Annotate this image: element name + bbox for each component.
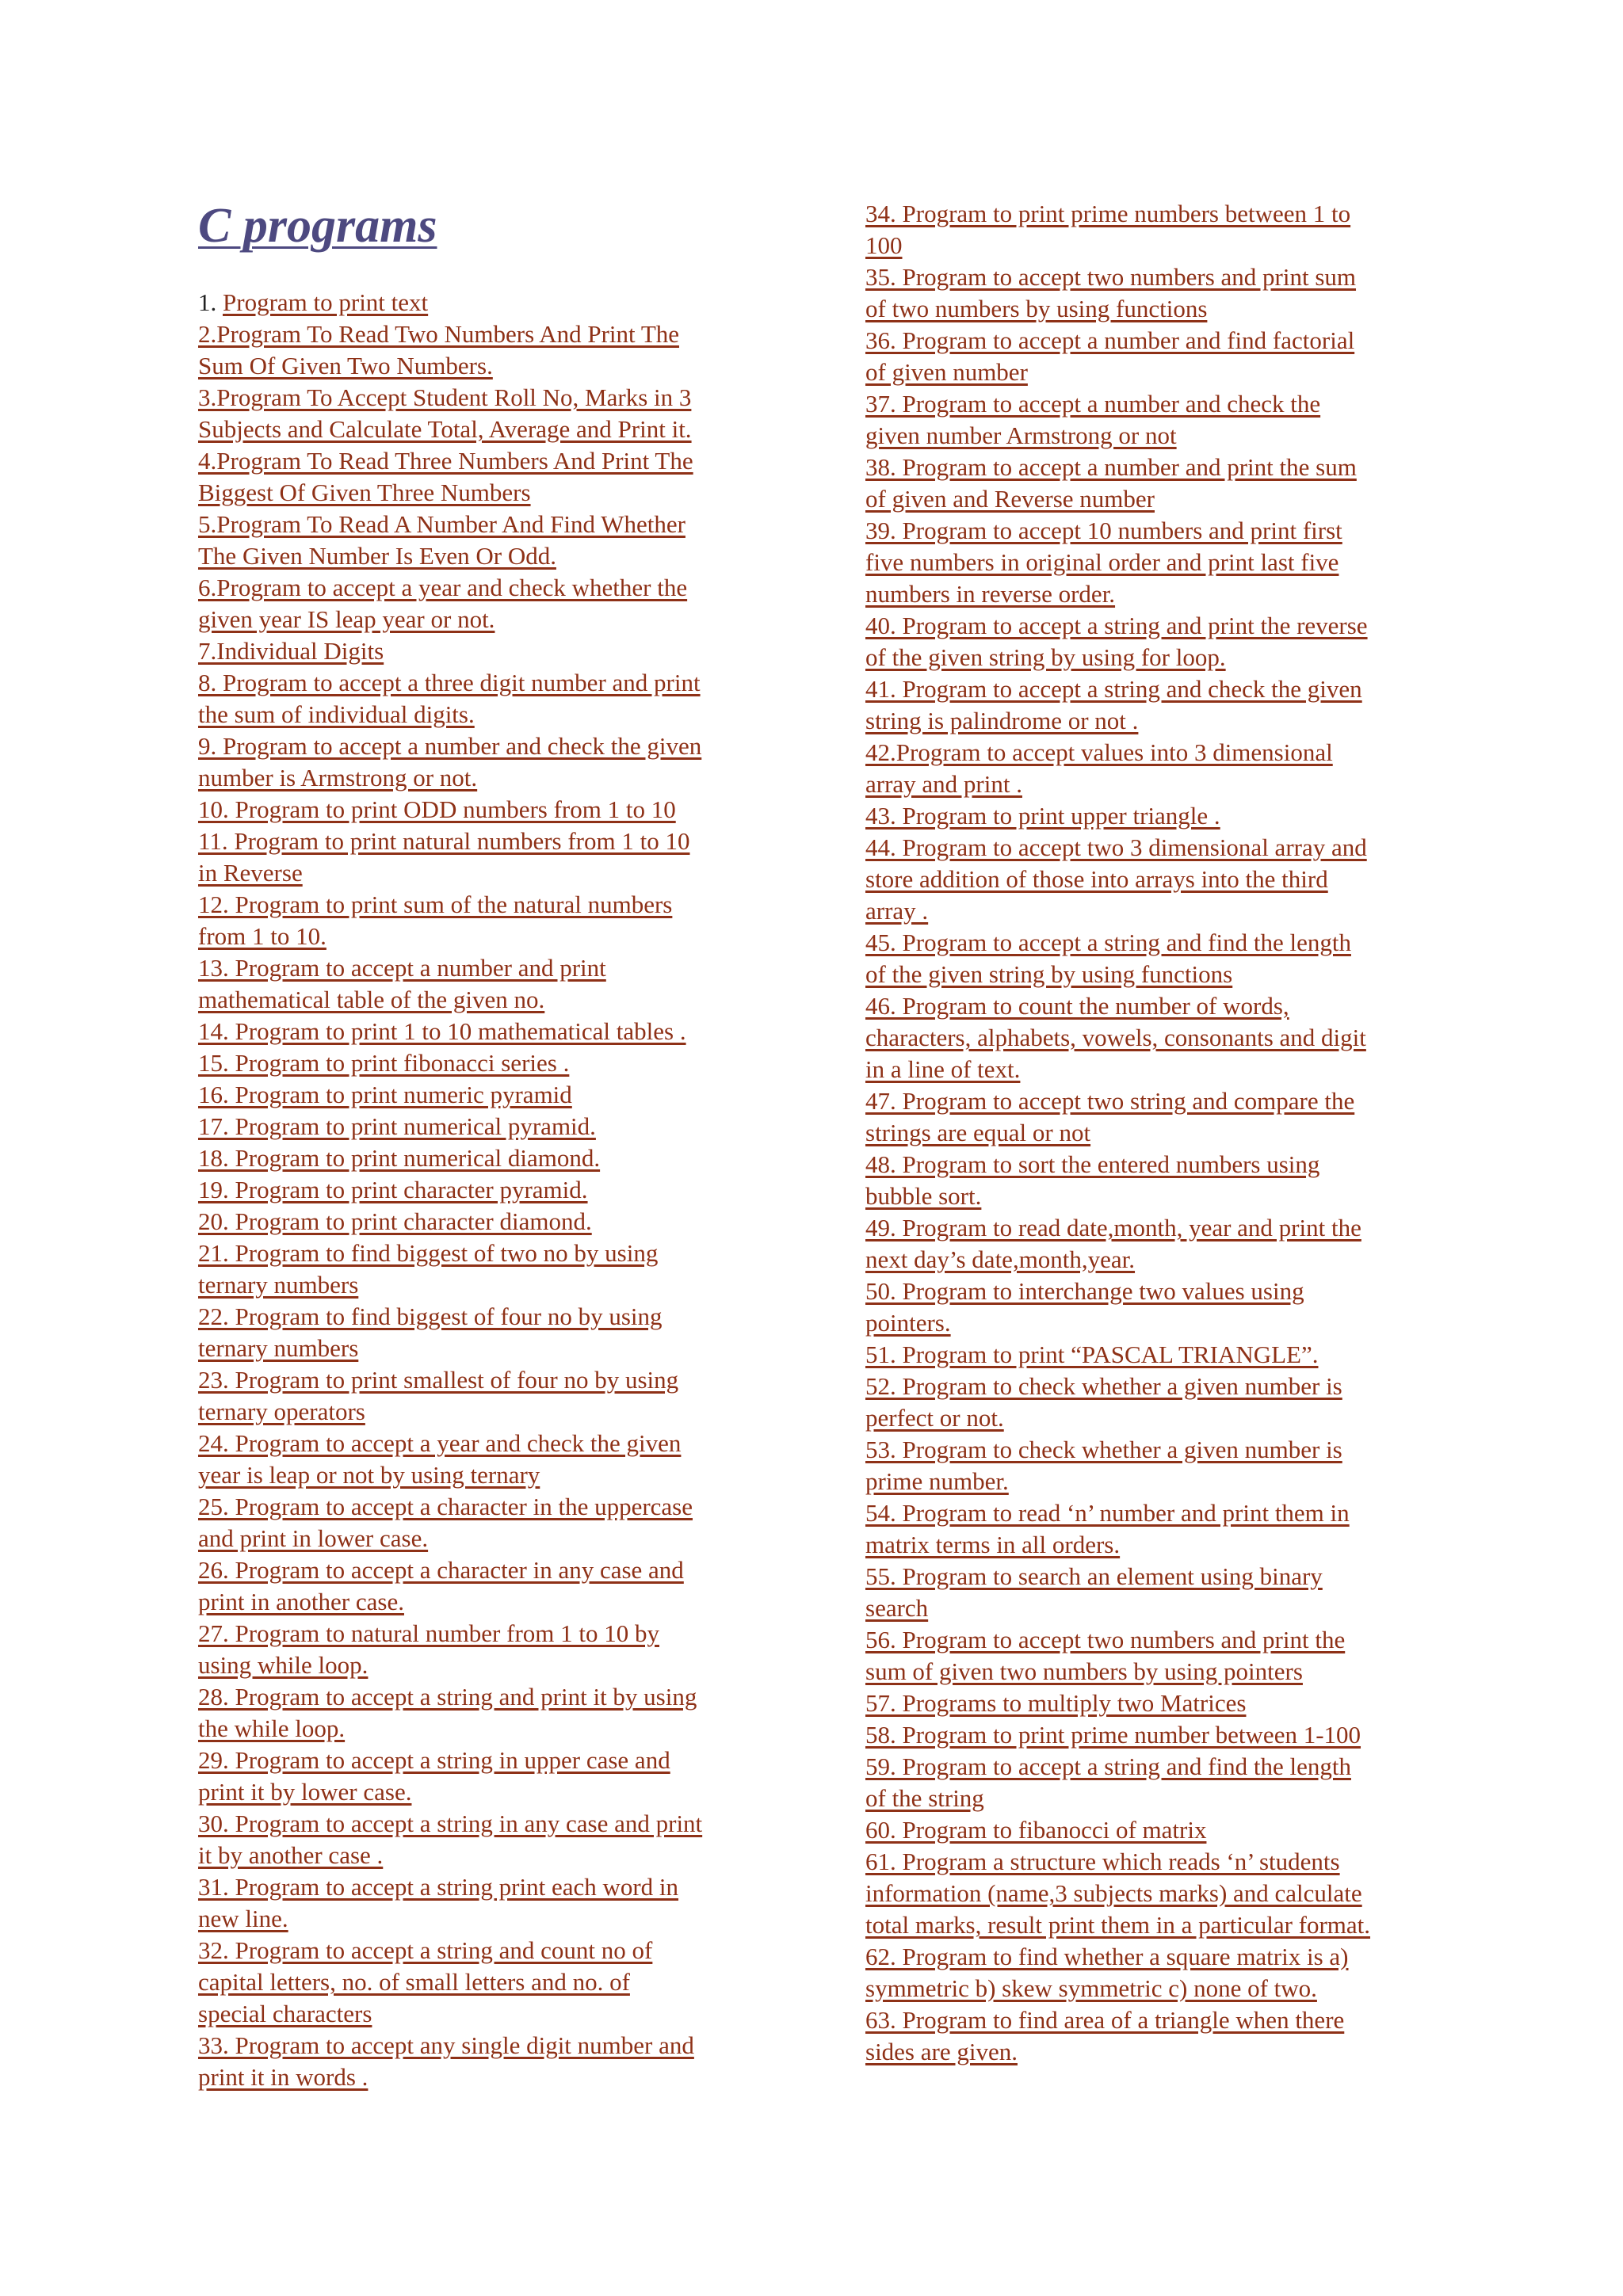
- program-link-item[interactable]: [198, 445, 785, 509]
- program-link-line[interactable]: array and print .: [865, 770, 1022, 798]
- program-list-left: [198, 287, 785, 2093]
- program-link-item[interactable]: [198, 1206, 785, 1238]
- program-link-line[interactable]: 4.Program To Read Three Numbers And Print The: [198, 447, 693, 475]
- program-link-line[interactable]: perfect or not.: [865, 1404, 1004, 1432]
- program-link-line[interactable]: 46. Program to count the number of words,: [865, 992, 1289, 1020]
- program-link-item[interactable]: [198, 1935, 785, 2030]
- program-link-item[interactable]: [865, 927, 1452, 990]
- program-link-line[interactable]: information (name,3 subjects marks) and calculate: [865, 1879, 1362, 1907]
- program-link-line[interactable]: 59. Program to accept a string and find the length: [865, 1753, 1351, 1780]
- program-link-line[interactable]: pointers.: [865, 1309, 951, 1337]
- program-link-item[interactable]: [198, 952, 785, 1016]
- program-link-item[interactable]: [198, 318, 785, 382]
- program-link-line[interactable]: 21. Program to find biggest of two no by using: [198, 1239, 659, 1267]
- program-link-item[interactable]: [865, 1624, 1452, 1688]
- program-link-item[interactable]: [865, 1149, 1452, 1212]
- program-link-line[interactable]: 19. Program to print character pyramid.: [198, 1176, 588, 1203]
- program-link-item[interactable]: [198, 730, 785, 794]
- program-link-line[interactable]: 11. Program to print natural numbers from 1 to 10: [198, 827, 690, 855]
- program-link-item[interactable]: [865, 1339, 1452, 1371]
- program-link-line[interactable]: 3.Program To Accept Student Roll No, Marks in 3: [198, 383, 692, 411]
- program-link-line[interactable]: of two numbers by using functions: [865, 295, 1208, 322]
- program-link-line[interactable]: 47. Program to accept two string and compare the: [865, 1087, 1355, 1115]
- program-link-line[interactable]: ternary numbers: [198, 1271, 359, 1299]
- item-number: 1.: [198, 288, 223, 316]
- program-link-line[interactable]: in a line of text.: [865, 1055, 1021, 1083]
- program-link-line[interactable]: 37. Program to accept a number and check the: [865, 390, 1321, 418]
- program-link-line[interactable]: The Given Number Is Even Or Odd.: [198, 542, 556, 570]
- program-link-line[interactable]: and print in lower case.: [198, 1524, 429, 1552]
- program-link-line[interactable]: 34. Program to print prime numbers between 1 to: [865, 200, 1351, 227]
- program-link-line[interactable]: 49. Program to read date,month, year and print the: [865, 1214, 1361, 1241]
- program-link-line[interactable]: 50. Program to interchange two values using: [865, 1277, 1304, 1305]
- program-link-item[interactable]: [198, 1142, 785, 1174]
- program-link-line[interactable]: of the string: [865, 1784, 984, 1812]
- program-link-item[interactable]: [865, 515, 1452, 610]
- program-link-line[interactable]: 58. Program to print prime number between 1-100: [865, 1721, 1361, 1749]
- program-link-item[interactable]: [198, 889, 785, 952]
- program-link-line[interactable]: 15. Program to print fibonacci series .: [198, 1049, 570, 1077]
- program-link-item[interactable]: [198, 1079, 785, 1111]
- program-link-line[interactable]: 7.Individual Digits: [198, 637, 384, 665]
- program-link-line[interactable]: Biggest Of Given Three Numbers: [198, 479, 531, 506]
- program-link-line[interactable]: bubble sort.: [865, 1182, 982, 1210]
- program-link-item[interactable]: [865, 673, 1452, 737]
- program-link-line[interactable]: ternary numbers: [198, 1334, 359, 1362]
- program-link-item[interactable]: [865, 388, 1452, 452]
- program-link-item[interactable]: [198, 1016, 785, 1047]
- program-link-line[interactable]: 55. Program to search an element using binary: [865, 1562, 1323, 1590]
- program-link-line[interactable]: 41. Program to accept a string and check the given: [865, 675, 1362, 703]
- program-link-line[interactable]: 17. Program to print numerical pyramid.: [198, 1112, 596, 1140]
- program-link-line[interactable]: Subjects and Calculate Total, Average and Print it.: [198, 415, 692, 443]
- program-link-item[interactable]: [198, 826, 785, 889]
- program-link-line[interactable]: 31. Program to accept a string print each word in: [198, 1873, 679, 1901]
- program-link-item[interactable]: [198, 1111, 785, 1142]
- program-link-line[interactable]: the while loop.: [198, 1714, 346, 1742]
- program-link-line[interactable]: year is leap or not by using ternary: [198, 1461, 540, 1489]
- program-link-line[interactable]: from 1 to 10.: [198, 922, 327, 950]
- program-link-item[interactable]: [865, 990, 1452, 1085]
- program-link-line[interactable]: store addition of those into arrays into the third: [865, 865, 1328, 893]
- program-link-item[interactable]: [198, 1428, 785, 1491]
- program-link-line[interactable]: 25. Program to accept a character in the uppercase: [198, 1493, 693, 1520]
- program-link-line[interactable]: 57. Programs to multiply two Matrices: [865, 1689, 1247, 1717]
- program-link-item[interactable]: [198, 287, 785, 318]
- program-link-line[interactable]: 61. Program a structure which reads ‘n’ students: [865, 1848, 1340, 1875]
- program-link-line[interactable]: 12. Program to print sum of the natural numbers: [198, 891, 673, 918]
- program-link-line[interactable]: ternary operators: [198, 1398, 365, 1425]
- program-link-line[interactable]: 5.Program To Read A Number And Find Whether: [198, 510, 685, 538]
- program-link-item[interactable]: [865, 1497, 1452, 1561]
- program-link-text[interactable]: Program to print text: [223, 288, 429, 316]
- program-link-line[interactable]: prime number.: [865, 1467, 1009, 1495]
- program-link-line[interactable]: it by another case .: [198, 1841, 384, 1869]
- program-link-item[interactable]: [198, 509, 785, 572]
- program-link-line[interactable]: 18. Program to print numerical diamond.: [198, 1144, 601, 1172]
- program-link-item[interactable]: [198, 1047, 785, 1079]
- program-link-line[interactable]: number is Armstrong or not.: [198, 764, 478, 791]
- program-link-item[interactable]: [865, 832, 1452, 927]
- program-link-line[interactable]: 30. Program to accept a string in any case and print: [198, 1810, 703, 1837]
- program-link-line[interactable]: 27. Program to natural number from 1 to 10 by: [198, 1619, 660, 1647]
- program-link-item[interactable]: [198, 1301, 785, 1364]
- program-link-line[interactable]: 48. Program to sort the entered numbers using: [865, 1150, 1320, 1178]
- program-link-item[interactable]: [865, 1371, 1452, 1434]
- program-link-item[interactable]: [865, 1561, 1452, 1624]
- program-link-line[interactable]: 44. Program to accept two 3 dimensional array and: [865, 833, 1367, 861]
- program-link-line[interactable]: 60. Program to fibanocci of matrix: [865, 1816, 1207, 1844]
- program-link-line[interactable]: 23. Program to print smallest of four no by using: [198, 1366, 679, 1394]
- program-link-line[interactable]: print in another case.: [198, 1588, 404, 1615]
- program-link-item[interactable]: [865, 1719, 1452, 1751]
- program-link-line[interactable]: mathematical table of the given no.: [198, 986, 545, 1013]
- program-link-line[interactable]: given year IS leap year or not.: [198, 605, 495, 633]
- program-link-item[interactable]: [865, 800, 1452, 832]
- program-link-item[interactable]: [198, 635, 785, 667]
- program-link-line[interactable]: print it in words .: [198, 2063, 369, 2091]
- program-link-line[interactable]: 42.Program to accept values into 3 dimensional: [865, 738, 1333, 766]
- program-link-line[interactable]: sides are given.: [865, 2038, 1018, 2065]
- program-link-item[interactable]: [865, 2004, 1452, 2068]
- program-link-line[interactable]: search: [865, 1594, 929, 1622]
- program-link-item[interactable]: [865, 1751, 1452, 1814]
- program-link-line[interactable]: 38. Program to accept a number and print the sum: [865, 453, 1357, 481]
- program-link-line[interactable]: 8. Program to accept a three digit number and print: [198, 669, 701, 696]
- program-link-line[interactable]: numbers in reverse order.: [865, 580, 1116, 608]
- program-link-line[interactable]: sum of given two numbers by using pointers: [865, 1657, 1303, 1685]
- program-link-line[interactable]: capital letters, no. of small letters and no. of: [198, 1968, 630, 1996]
- program-link-line[interactable]: print it by lower case.: [198, 1778, 412, 1806]
- program-link-line[interactable]: symmetric b) skew symmetric c) none of two.: [865, 1974, 1317, 2002]
- page-title: C programs: [198, 199, 437, 253]
- program-link-line[interactable]: using while loop.: [198, 1651, 369, 1679]
- program-link-line[interactable]: 14. Program to print 1 to 10 mathematical tables .: [198, 1017, 686, 1045]
- program-link-line[interactable]: 63. Program to find area of a triangle when there: [865, 2006, 1345, 2034]
- program-link-line[interactable]: 43. Program to print upper triangle .: [865, 802, 1220, 830]
- program-link-line[interactable]: 56. Program to accept two numbers and print the: [865, 1626, 1346, 1653]
- program-link-line[interactable]: 29. Program to accept a string in upper case and: [198, 1746, 670, 1774]
- program-link-line[interactable]: 54. Program to read ‘n’ number and print them in: [865, 1499, 1350, 1527]
- program-link-item[interactable]: [198, 1364, 785, 1428]
- program-link-item[interactable]: [865, 1814, 1452, 1846]
- program-link-item[interactable]: [198, 1618, 785, 1681]
- program-link-line[interactable]: total marks, result print them in a particular format.: [865, 1911, 1371, 1939]
- program-link-item[interactable]: [198, 2030, 785, 2093]
- program-link-item[interactable]: [865, 261, 1452, 325]
- program-link-line[interactable]: 6.Program to accept a year and check whether the: [198, 574, 688, 601]
- program-link-line[interactable]: 35. Program to accept two numbers and print sum: [865, 263, 1357, 291]
- program-link-line[interactable]: of the given string by using functions: [865, 960, 1233, 988]
- program-link-line[interactable]: string is palindrome or not .: [865, 707, 1139, 734]
- program-link-line[interactable]: 22. Program to find biggest of four no by using: [198, 1302, 663, 1330]
- program-link-line[interactable]: given number Armstrong or not: [865, 421, 1177, 449]
- program-link-line[interactable]: strings are equal or not: [865, 1119, 1091, 1146]
- program-link-item[interactable]: [198, 1238, 785, 1301]
- program-link-line[interactable]: 20. Program to print character diamond.: [198, 1207, 592, 1235]
- program-link-item[interactable]: [865, 1434, 1452, 1497]
- program-link-item[interactable]: [198, 1871, 785, 1935]
- program-link-item[interactable]: [198, 667, 785, 730]
- program-link-line[interactable]: 24. Program to accept a year and check the given: [198, 1429, 682, 1457]
- program-link-line[interactable]: 10. Program to print ODD numbers from 1 to 10: [198, 795, 676, 823]
- program-link-item[interactable]: [198, 382, 785, 445]
- program-link-line[interactable]: 2.Program To Read Two Numbers And Print The: [198, 320, 680, 348]
- program-link-item[interactable]: [865, 198, 1452, 261]
- program-link-line[interactable]: 62. Program to find whether a square matrix is a): [865, 1943, 1349, 1970]
- program-link-line[interactable]: 39. Program to accept 10 numbers and print first: [865, 517, 1342, 544]
- program-link-line[interactable]: matrix terms in all orders.: [865, 1531, 1121, 1558]
- program-link-line[interactable]: in Reverse: [198, 859, 303, 887]
- program-link-item[interactable]: [865, 1085, 1452, 1149]
- program-link-line[interactable]: the sum of individual digits.: [198, 700, 475, 728]
- program-link-line[interactable]: Sum Of Given Two Numbers.: [198, 352, 493, 379]
- program-link-line[interactable]: 9. Program to accept a number and check the given: [198, 732, 702, 760]
- program-link-line[interactable]: 45. Program to accept a string and find the length: [865, 929, 1351, 956]
- program-link-line[interactable]: next day’s date,month,year.: [865, 1245, 1136, 1273]
- program-link-line[interactable]: 36. Program to accept a number and find factorial: [865, 326, 1355, 354]
- program-link-line[interactable]: of given and Reverse number: [865, 485, 1155, 513]
- program-link-item[interactable]: [865, 737, 1452, 800]
- program-link-item[interactable]: [865, 1941, 1452, 2004]
- program-link-line[interactable]: 32. Program to accept a string and count no of: [198, 1936, 653, 1964]
- program-link-item[interactable]: [865, 1688, 1452, 1719]
- program-link-item[interactable]: [865, 325, 1452, 388]
- program-link-line[interactable]: 16. Program to print numeric pyramid: [198, 1081, 572, 1108]
- program-link-item[interactable]: [198, 1808, 785, 1871]
- program-link-line[interactable]: 40. Program to accept a string and print the reverse: [865, 612, 1368, 639]
- program-link-line[interactable]: special characters: [198, 2000, 372, 2027]
- program-link-line[interactable]: 13. Program to accept a number and print: [198, 954, 606, 982]
- program-link-item[interactable]: [198, 1554, 785, 1618]
- program-link-item[interactable]: [198, 1681, 785, 1745]
- program-link-item[interactable]: [865, 1212, 1452, 1276]
- program-link-line[interactable]: [198, 287, 785, 318]
- program-link-item[interactable]: [198, 1745, 785, 1808]
- program-link-item[interactable]: [865, 610, 1452, 673]
- program-link-item[interactable]: [198, 572, 785, 635]
- program-link-line[interactable]: new line.: [198, 1905, 288, 1932]
- program-link-line[interactable]: array .: [865, 897, 929, 925]
- program-link-line[interactable]: 26. Program to accept a character in any case and: [198, 1556, 684, 1584]
- program-link-item[interactable]: [198, 1174, 785, 1206]
- program-link-item[interactable]: [865, 452, 1452, 515]
- program-link-line[interactable]: 28. Program to accept a string and print it by using: [198, 1683, 697, 1711]
- program-link-item[interactable]: [865, 1846, 1452, 1941]
- program-list-right: [865, 198, 1452, 2068]
- program-link-line[interactable]: of given number: [865, 358, 1028, 386]
- program-link-line[interactable]: 52. Program to check whether a given number is: [865, 1372, 1342, 1400]
- program-link-line[interactable]: of the given string by using for loop.: [865, 643, 1226, 671]
- program-link-line[interactable]: five numbers in original order and print last five: [865, 548, 1339, 576]
- program-link-line[interactable]: 100: [865, 231, 903, 259]
- program-link-line[interactable]: 53. Program to check whether a given number is: [865, 1436, 1342, 1463]
- program-link-item[interactable]: [198, 794, 785, 826]
- program-link-line[interactable]: characters, alphabets, vowels, consonants and digit: [865, 1024, 1366, 1051]
- program-link-line[interactable]: 51. Program to print “PASCAL TRIANGLE”.: [865, 1341, 1319, 1368]
- program-link-item[interactable]: [198, 1491, 785, 1554]
- program-link-item[interactable]: [865, 1276, 1452, 1339]
- program-link-line[interactable]: 33. Program to accept any single digit number and: [198, 2031, 694, 2059]
